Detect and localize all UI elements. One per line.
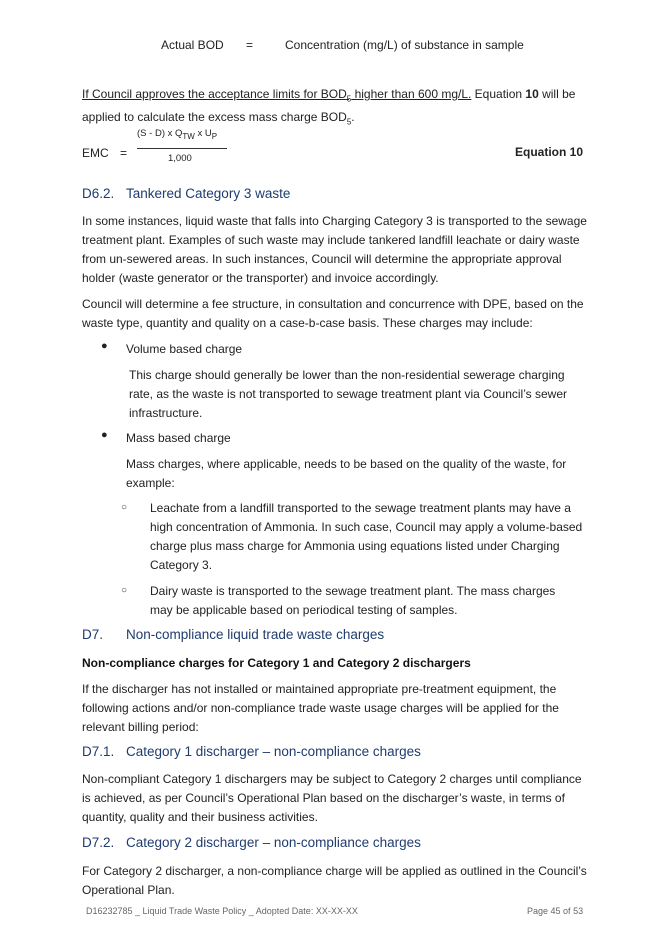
equation-equals: =	[120, 146, 128, 160]
d6-2-paragraph-1: In some instances, liquid waste that falls into Charging Category 3 is transported to the sewage treatment plant. Examples of such waste may include tankered landfill leachate or dairy waste from un-sewered areas. In such instances, Council will determine the appropriate approval holder (waste generator or the transporter) and invoice accordingly.	[82, 214, 587, 285]
definition-label: Actual BOD	[161, 38, 224, 52]
equation-lhs: EMC	[82, 146, 109, 160]
equation-denominator: 1,000	[168, 153, 192, 164]
volume-charge-text: This charge should generally be lower than the non-residential sewerage charging rate, as the waste is not transported to sewage treatment plant via Council’s sewer infrastructure.	[129, 368, 568, 420]
heading-d6-2: D6.2. Tankered Category 3 waste	[82, 186, 291, 201]
heading-d7-1-title: Category 1 discharger – non-compliance charges	[126, 744, 421, 759]
d7-1-paragraph: Non-compliant Category 1 dischargers may be subject to Category 2 charges until compliance is achieved, as per Council’s Operational Plan based on the discharger’s waste, in terms of quantity, quality and their business activities.	[82, 772, 582, 824]
total-pages: 53	[573, 906, 584, 916]
d7-2-paragraph: For Category 2 discharger, a non-compliance charge will be applied as outlined in the Council’s Operational Plan.	[82, 864, 587, 897]
heading-d7-title: Non-compliance liquid trade waste charges	[126, 627, 385, 642]
mass-charge-text: Mass charges, where applicable, needs to be based on the quality of the waste, for example:	[126, 457, 567, 490]
sub-bullet-dairy: Dairy waste is transported to the sewage treatment plant. The mass charges may be applicable based on periodical testing of samples.	[150, 584, 556, 617]
d6-2-paragraph-2: Council will determine a fee structure, in consultation and concurrence with DPE, based on the waste type, quantity and quality on a case-b-case basis. These charges may include:	[82, 297, 584, 330]
sub-bullet-leachate: Leachate from a landfill transported to the sewage treatment plants may have a high concentration of Ammonia. In such case, Council may apply a volume-based charge plus mass charge for Ammonia using equations listed under Charging Category 3.	[150, 501, 583, 572]
approval-underlined-text: If Council approves the acceptance limits for BOD	[82, 87, 347, 101]
fraction-bar	[137, 148, 227, 149]
d7-paragraph: If the discharger has not installed or maintained appropriate pre-treatment equipment, the following actions and/or non-compliance trade waste usage charges will be applied for the relevant billing period:	[82, 682, 559, 734]
heading-d7: D7. Non-compliance liquid trade waste charges	[82, 627, 385, 642]
heading-d7-2-title: Category 2 discharger – non-compliance charges	[126, 835, 421, 850]
approval-note: If Council approves the acceptance limits for $BOD_5$ higher than 600 mg/L. Equation 10 will be applied to calculate the excess mass charge $BOD_5$.	[82, 87, 576, 127]
heading-d6-2-title: Tankered Category 3 waste	[126, 186, 291, 201]
equation-10	[0, 126, 670, 170]
footer-page-number: Page 45 of 53	[527, 906, 584, 916]
current-page: 45	[550, 906, 561, 916]
sub-bullet-circle: ○	[121, 502, 128, 513]
definition-row	[0, 38, 670, 56]
bullet-volume-based-charge: Volume based charge	[126, 342, 243, 356]
sub-bullet-circle: ○	[121, 585, 128, 596]
heading-d7-2: D7.2. Category 2 discharger – non-compliance charges	[82, 835, 421, 850]
bullet-dot: ●	[101, 429, 108, 441]
footer-document-ref: D16232785 _ Liquid Trade Waste Policy _ Adopted Date: XX-XX-XX	[86, 906, 358, 916]
equation-label: Equation 10	[515, 145, 584, 159]
equation-ref: 10	[525, 87, 539, 101]
bullet-mass-based-charge: Mass based charge	[126, 431, 231, 445]
heading-d7-1: D7.1. Category 1 discharger – non-compliance charges	[82, 744, 421, 759]
definition-description: Concentration (mg/L) of substance in sample	[285, 38, 524, 52]
definition-equals: =	[246, 38, 254, 52]
equation-numerator: (S - D) x $Q_{TW}$ x $U_P$	[137, 128, 218, 141]
bullet-dot: ●	[101, 340, 108, 352]
d7-subheading: Non-compliance charges for Category 1 and Category 2 dischargers	[82, 656, 471, 670]
